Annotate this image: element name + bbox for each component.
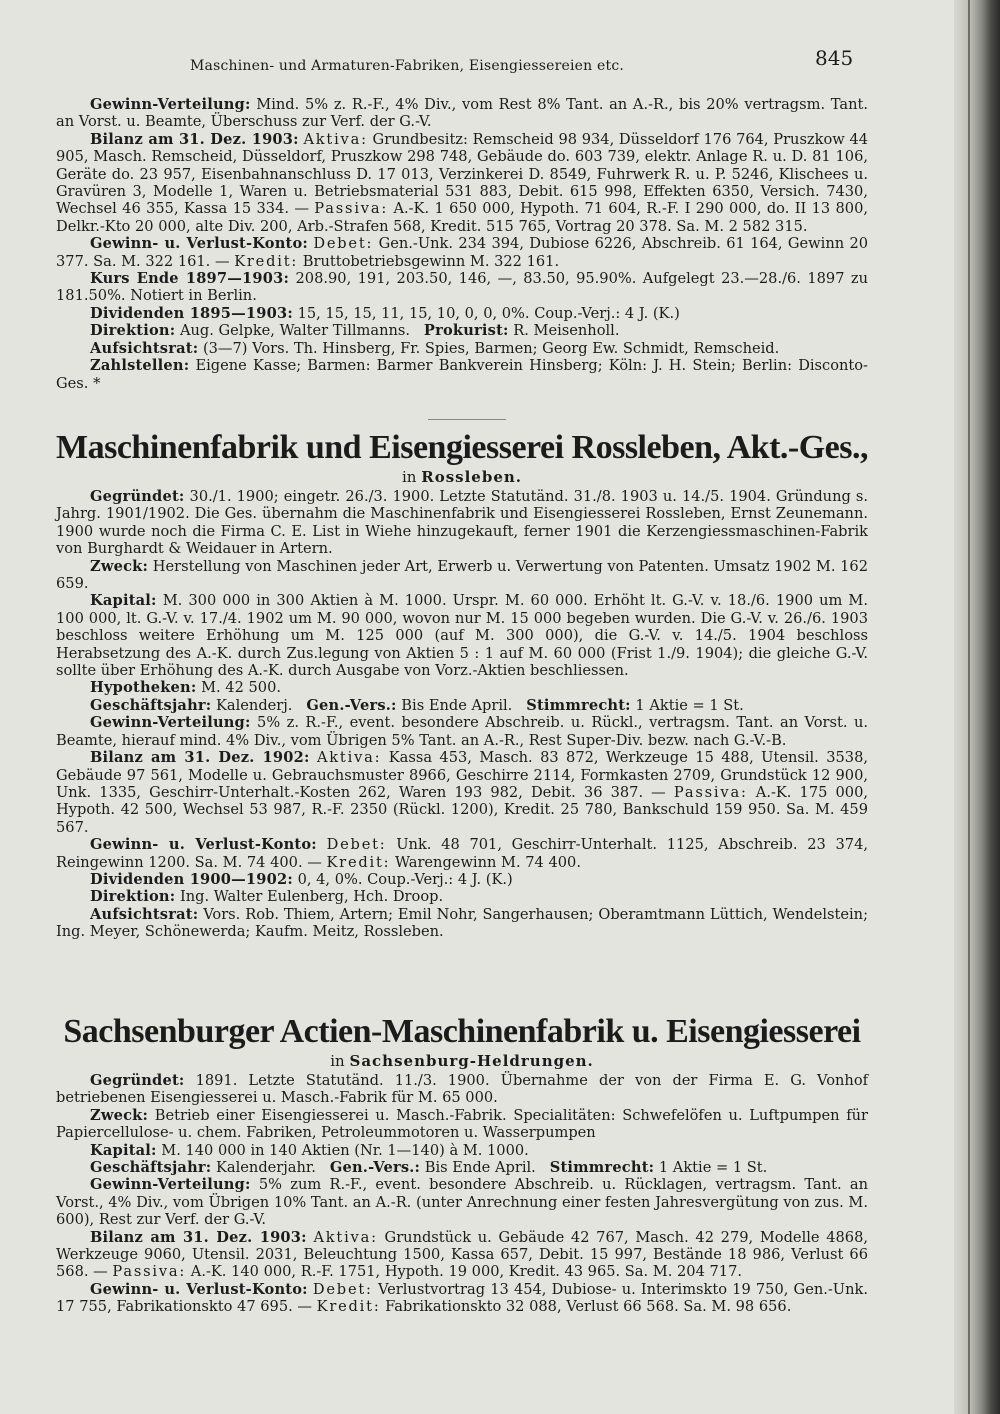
running-title: Maschinen- und Armaturen-Fabriken, Eisengiessereien etc. (190, 58, 625, 74)
kurs-entry: Kurs Ende 1897—1903: 208.90, 191, 203.50, 146, —, 83.50, 95.90%. Aufgelegt 23.—28./6. 1897 zu 181.50%. Notiert in Berlin. (56, 270, 868, 305)
zahlstellen-entry: Zahlstellen: Eigene Kasse; Barmen: Barmer Bankverein Hinsberg; Köln: J. H. Stein; Berlin: Disconto-Ges. * (56, 357, 868, 392)
footnote-star: * (93, 374, 101, 392)
company-title-rossleben: Maschinenfabrik und Eisengiesserei Rossleben, Akt.-Ges., (56, 429, 869, 466)
company-title-sachsenburg: Sachsenburger Actien-Maschinenfabrik u. Eisengiesserei (63, 1013, 861, 1050)
bilanz-entry: Bilanz am 31. Dez. 1903: Aktiva: Grundstück u. Gebäude 42 767, Masch. 42 279, Modelle 4868, Werkzeuge 9060, Utensil. 2031, Beleuchtung 1500, Kassa 657, Debit. 15 997, Bestände 18 986, Verlust 66 568. — Passiva: A.-K. 140 000, R.-F. 1751, Hypoth. 19 000, Kredit. 43 965. Sa. M. 204 717. (56, 1228, 869, 1281)
separator-rule (428, 419, 506, 420)
zweck-entry: Zweck: Herstellung von Maschinen jeder Art, Erwerb u. Verwertung von Patenten. Umsatz 1902 M. 162 659. (56, 557, 868, 593)
gewinn-verlust-entry: Gewinn- u. Verlust-Konto: Debet: Verlustvortrag 13 454, Dubiose- u. Interimskto 19 750, Gen.-Unk. 17 755, Fabrikationskto 47 695. — Kredit: Fabrikationskto 32 088, Verlust 66 568. Sa. M. 98 656. (56, 1280, 868, 1316)
company-location-rossleben: in Rossleben. (401, 468, 522, 486)
bilanz-entry: Bilanz am 31. Dez. 1903: Aktiva: Grundbesitz: Remscheid 98 934, Düsseldorf 176 764, Pruszkow 44 905, Masch. Remscheid, Düsseldorf, Pruszkow 298 748, Gebäude do. 603 739, elektr. Anlage R. u. D. 81 106, Geräte do. 23 957, Eisenbahnanschluss D. 17 013, Verzinkerei D. 8549, Fuhrwerk R. u. P. 5246, Klischees u. Gravüren 3, Modelle 1, Waren u. Betriebsmaterial 531 883, Debit. 615 998, Effekten 6350, Versich. 7430, Wechsel 46 355, Kassa 15 334. — Passiva: A.-K. 1 650 000, Hypoth. 71 604, R.-F. I 290 000, do. II 13 800, Delkr.-Kto 20 000, alte Div. 200, Arb.-Strafen 568, Kredit. 515 765, Vortrag 20 378. Sa. M. 2 582 315. (56, 130, 869, 235)
zweck-entry: Zweck: Betrieb einer Eisengiesserei u. Masch.-Fabrik. Specialitäten: Schwefelöfen u. Luftpumpen für Papiercellulose- u. chem. Fabriken, Petroleummotoren u. Wasserpumpen (56, 1106, 869, 1142)
section-rossleben (56, 488, 868, 941)
aufsichtsrat-entry: Aufsichtsrat: (3—7) Vors. Th. Hinsberg, Fr. Spies, Barmen; Georg Ew. Schmidt, Remscheid. (90, 339, 780, 357)
page-binding-edge (954, 0, 1000, 1414)
direktion-entry: Direktion: Ing. Walter Eulenberg, Hch. Droop. (90, 888, 444, 906)
gewinn-verteilung-entry: Gewinn-Verteilung: 5% z. R.-F., event. besondere Abschreib. u. Rückl., vertragsm. Tant. an Vorst. u. Beamte, hierauf mind. 4% Div., vom Übrigen 5% Tant. an A.-R., Rest Super-Div. bezw. nach G.-V.-B. (56, 714, 869, 749)
gewinn-verlust-entry: Gewinn- u. Verlust-Konto: Debet: Gen.-Unk. 234 394, Dubiose 6226, Abschreib. 61 164, Gewinn 20 377. Sa. M. 322 161. — Kredit: Bruttobetriebsgewinn M. 322 161. (56, 235, 869, 270)
kapital-entry: Kapital: M. 300 000 in 300 Aktien à M. 1000. Urspr. M. 60 000. Erhöht lt. G.-V. v. 18./6. 1900 um M. 100 000, lt. G.-V. v. 17./4. 1902 um M. 90 000, wovon nur M. 15 000 begeben wurden. Die G.-V. v. 26./6. 1903 beschloss weitere Erhöhung um M. 125 000 (auf M. 300 000), die G.-V. v. 14./5. 1904 beschloss Herabsetzung des A.-K. durch Zus.legung von Aktien 5 : 1 auf M. 60 000 (Frist 1./9. 1904); die gleiche G.-V. sollte über Erhöhung des A.-K. durch Ausgabe von Vorz.-Aktien beschliessen. (56, 592, 869, 680)
dividenden-entry: Dividenden 1895—1903: 15, 15, 15, 11, 15, 10, 0, 0, 0%. Coup.-Verj.: 4 J. (K.) (90, 304, 680, 322)
hypotheken-entry: Hypotheken: M. 42 500. (90, 679, 282, 697)
gewinn-verteilung-entry: Gewinn-Verteilung: Mind. 5% z. R.-F., 4% Div., vom Rest 8% Tant. an A.-R., bis 20% vertragsm. Tant. an Vorst. u. Beamte, Überschuss zur Verf. der G.-V. (56, 96, 869, 131)
geschaeftsjahr-entry: Geschäftsjahr: Kalenderj. Gen.-Vers.: Bis Ende April. Stimmrecht: 1 Aktie = 1 St. (90, 696, 744, 714)
aufsichtsrat-entry: Aufsichtsrat: Vors. Rob. Thiem, Artern; Emil Nohr, Sangerhausen; Oberamtmann Lüttich, Wendelstein; Ing. Meyer, Schönewerda; Kaufm. Meitz, Rossleben. (56, 905, 868, 941)
kapital-entry: Kapital: M. 140 000 in 140 Aktien (Nr. 1—140) à M. 1000. (90, 1141, 529, 1159)
page-number: 845 (815, 46, 854, 70)
gegruendet-entry: Gegründet: 30./1. 1900; eingetr. 26./3. 1900. Letzte Statutänd. 31./8. 1903 u. 14./5. 1904. Gründung s. Jahrg. 1901/1902. Die Ges. übernahm die Maschinenfabrik und Eisengiesserei Rossleben, Ernst Zeunemann. 1900 wurde noch die Firma C. E. List in Wiehe hinzugekauft, ferner 1901 die Kerzengiessmaschinen-Fabrik von Burghardt & Weidauer in Artern. (56, 488, 868, 558)
gewinn-verlust-entry: Gewinn- u. Verlust-Konto: Debet: Unk. 48 701, Geschirr-Unterhalt. 1125, Abschreib. 23 374, Reingewinn 1200. Sa. M. 74 400. — Kredit: Warengewinn M. 74 400. (56, 836, 869, 871)
gewinn-verteilung-entry: Gewinn-Verteilung: 5% zum R.-F., event. besondere Abschreib. u. Rücklagen, vertragsm. Tant. an Vorst., 4% Div., vom Übrigen 10% Tant. an A.-R. (unter Anrechnung einer festen Jahresvergütung von zus. M. 600), Rest zur Verf. der G.-V. (56, 1176, 868, 1229)
bilanz-entry: Bilanz am 31. Dez. 1902: Aktiva: Kassa 453, Masch. 83 872, Werkzeuge 15 488, Utensil. 3538, Gebäude 97 561, Modelle u. Gebrauchsmuster 8966, Geschirre 2114, Formkasten 2709, Grundstück 12 900, Unk. 1335, Geschirr-Unterhalt.-Kosten 262, Waren 193 982, Debit. 36 387. — Passiva: A.-K. 175 000, Hypoth. 42 500, Wechsel 53 987, R.-F. 2350 (Rückl. 1200), Kredit. 25 780, Bankschuld 159 950. Sa. M. 459 567. (56, 749, 869, 836)
section-sachsenburg (56, 1072, 868, 1316)
gegruendet-entry: Gegründet: 1891. Letzte Statutänd. 11./3. 1900. Übernahme der von der Firma E. G. Vonhof betriebenen Eisengiesserei u. Masch.-Fabrik für M. 65 000. (56, 1072, 869, 1107)
geschaeftsjahr-entry: Geschäftsjahr: Kalenderjahr. Gen.-Vers.: Bis Ende April. Stimmrecht: 1 Aktie = 1 St. (90, 1159, 768, 1177)
direktion-entry: Direktion: Aug. Gelpke, Walter Tillmanns. Prokurist: R. Meisenholl. (90, 322, 620, 340)
dividenden-entry: Dividenden 1900—1902: 0, 4, 0%. Coup.-Verj.: 4 J. (K.) (90, 870, 513, 888)
company-location-sachsenburg: in Sachsenburg-Heldrungen. (330, 1052, 594, 1070)
section-previous-company (56, 96, 868, 392)
page-header (160, 46, 880, 86)
